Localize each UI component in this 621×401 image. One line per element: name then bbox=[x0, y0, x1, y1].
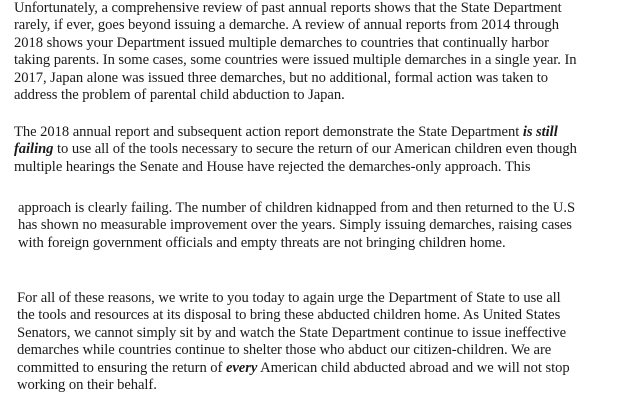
text-line: has shown no measurable improvement over the years. Simply issuing demarches, raising cases bbox=[18, 217, 572, 234]
text-line: demarches while countries continue to shelter those who abduct our citizen-children. We are bbox=[17, 342, 552, 359]
emphasis-is-still: is still bbox=[522, 124, 558, 140]
text-run: to use all of the tools necessary to secure the return of our American children even though bbox=[53, 141, 577, 158]
text-line: 2017, Japan alone was issued three demarches, but no additional, formal action was taken to bbox=[14, 69, 549, 86]
text-run: The 2018 annual report and subsequent action report demonstrate the State Department bbox=[14, 124, 523, 140]
paragraph-2018-report bbox=[14, 124, 577, 176]
paragraph-approach-failing bbox=[18, 200, 575, 252]
text-line: multiple hearings the Senate and House have rejected the demarches-only approach. This bbox=[14, 158, 531, 175]
emphasis-failing: failing bbox=[14, 141, 54, 158]
text-line: the tools and resources at its disposal to bring these abducted children home. As United States bbox=[17, 307, 561, 324]
emphasis-every: every bbox=[225, 359, 258, 376]
text-line: Senators, we cannot simply sit by and watch the State Department continue to issue ineffective bbox=[17, 324, 567, 341]
text-line: Unfortunately, a comprehensive review of past annual reports shows that the State Department bbox=[14, 0, 562, 16]
paragraph-annual-reports-review bbox=[14, 0, 577, 104]
text-line: For all of these reasons, we write to you today to again urge the Department of State to use all bbox=[17, 290, 561, 306]
text-run: American child abducted abroad and we will not stop bbox=[257, 359, 570, 376]
text-line: address the problem of parental child abduction to Japan. bbox=[14, 87, 345, 104]
text-line bbox=[17, 360, 570, 377]
text-line: approach is clearly failing. The number of children kidnapped from and then returned to the U.S bbox=[18, 200, 576, 216]
text-line: with foreign government officials and empty threats are not bringing children home. bbox=[18, 234, 506, 251]
text-line bbox=[14, 124, 577, 141]
text-line: working on their behalf. bbox=[17, 377, 157, 394]
text-line: rarely, if ever, goes beyond issuing a demarche. A review of annual reports from 2014 through bbox=[14, 17, 559, 34]
text-line bbox=[14, 141, 577, 158]
paragraph-urge-department bbox=[17, 290, 570, 394]
text-line: taking parents. In some cases, some countries were issued multiple demarches in a single year. In bbox=[14, 52, 577, 69]
text-run: committed to ensuring the return of bbox=[17, 359, 226, 376]
text-line: 2018 shows your Department issued multiple demarches to countries that continually harbor bbox=[14, 34, 549, 51]
